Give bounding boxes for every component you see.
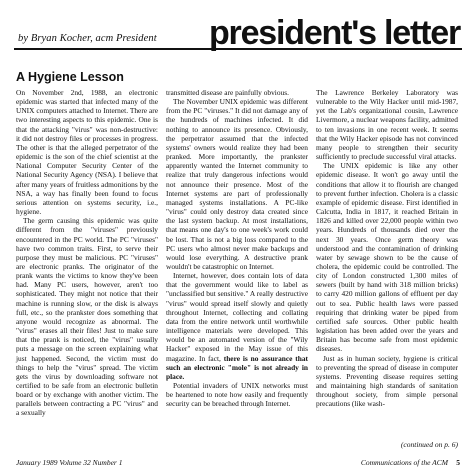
paragraph: On November 2nd, 1988, an electronic epidemic was started that infected many of the UNIX computers attached to Internet. There are two interesting aspects to this epidemic. One is that the attacking "virus" was non-destructive: it did not destroy files or processes in progress. The other is that the alleged perpetrator of the epidemic is the son of the chief scientist at the National Computer Security Center of the National Security Agency (NSA). I believe that after many years of fruitless admonitions by the NSA, a way has finally been found to focus serious attention on systems security, i.e., hygiene. [16,88,158,217]
byline: by Bryan Kocher, acm President [18,33,157,44]
page-footer [16,458,460,470]
paragraph: Just as in human society, hygiene is critical to preventing the spread of disease in computer systems. Preventing disease requires setting and maintaining high standards of sanitation throughout society, from simple personal precautions (like wash- [316,353,458,409]
paragraph: The germ causing this epidemic was quite different from the "viruses" previously encountered in the PC world. The PC "viruses" have two common traits. First, to serve their purpose they must be malicious. PC "viruses" are electronic pranks. The originator of the prank wants the victims to know they've been had. Many PC users, however, aren't too sophisticated. They might not notice that their machine is running slow, or the disk is always full, etc., so the prankster does something that anyone would recognize as abnormal. The "virus" erases all their files! Just to make sure that the prank is noticed, the "virus" usually puts a message on the screen explaining what just happened. Second, the victim must do things to help the "virus" spread. The victim gets the virus by downloading software not certified to be safe from an electronic bulletin board or by exchange with another victim. The parallels between contracting a PC "virus" and a sexually [16,216,158,418]
paragraph-text: Internet, however, does contain lots of data that the government would like to label as "unclassified but sensitive." A really destructive "virus" would spread itself slowly and quietly throughout Internet, collecting and collating data from the entire network until worthwhile intelligence materials were developed. This would be an automated version of the "Wily Hacker" exposed in the May issue of this magazine. In fact, [166,271,308,363]
column-2 [166,88,308,408]
paragraph: The Lawrence Berkeley Laboratory was vulnerable to the Wily Hacker until mid-1987, yet the Lab's organizational cousin, Lawrence Livermore, a nuclear weapons facility, admitted to ten invasions in one recent week. It seems that the Wily Hacker episode has not convinced many people to strengthen their security sufficiently to preclude successful viral attacks. [316,88,458,162]
page-header [14,4,462,50]
paragraph: The UNIX epidemic is like any other epidemic disease. It won't go away until the conditions that allow it to flourish are changed to prevent further infection. Cholera is a classic example of epidemic disease. First identified in Calcutta, India in 1817, it reached Britain in 1826 and killed over 22,000 people within two years. Hundreds of thousands died over the next 30 years. Once germ theory was understood and the contamination of drinking water by sewage shown to be the cause of cholera, the epidemic could be controlled. The city of London constructed 1,300 miles of sewers (built by hand with 318 million bricks) to carry 420 million gallons of effluent per day out to sea. Public health laws were passed requiring that drinking water be piped from certified safe sources. Other public health legislation has been added over the years and Britain has become safe from most epidemic diseases. [316,161,458,354]
issue-info: January 1989 Volume 32 Number 1 [16,458,123,467]
page-number: 5 [456,458,460,467]
continued-note: (continued on p. 6) [400,440,458,449]
paragraph: Potential invaders of UNIX networks must be heartened to note how easily and frequently security can be breached through Internet. [166,381,308,409]
column-3 [316,88,458,408]
headline: president's letter [208,14,460,52]
paragraph-with-emphasis [166,271,308,381]
paragraph: transmitted disease are painfully obvious. [166,88,289,97]
paragraph: The November UNIX epidemic was different from the PC "viruses." It did not damage any of the hundreds of machines infected. It did nothing to announce its presence. Obviously, the perpetrator assumed that the infected systems' owners would realize they had been pranked. More importantly, the prankster apparently wanted the Internet community to realize that truly dangerous infections would not announce their presence. Most of the Internet systems are part of professionally managed systems installations. A PC-like "virus" could only destroy data created since the last system backup. At most installations, that means one day's to one week's work could be lost. That is not a big loss compared to the PC users who almost never make backups and would lose everything. A destructive prank wouldn't be catastrophic on Internet. [166,97,308,271]
journal-name: Communications of the ACM [360,458,448,467]
column-1 [16,88,158,418]
emphasis-text: there is no assurance that such an electronic "mole" is not already in place. [166,353,308,381]
article-title: A Hygiene Lesson [16,70,124,84]
